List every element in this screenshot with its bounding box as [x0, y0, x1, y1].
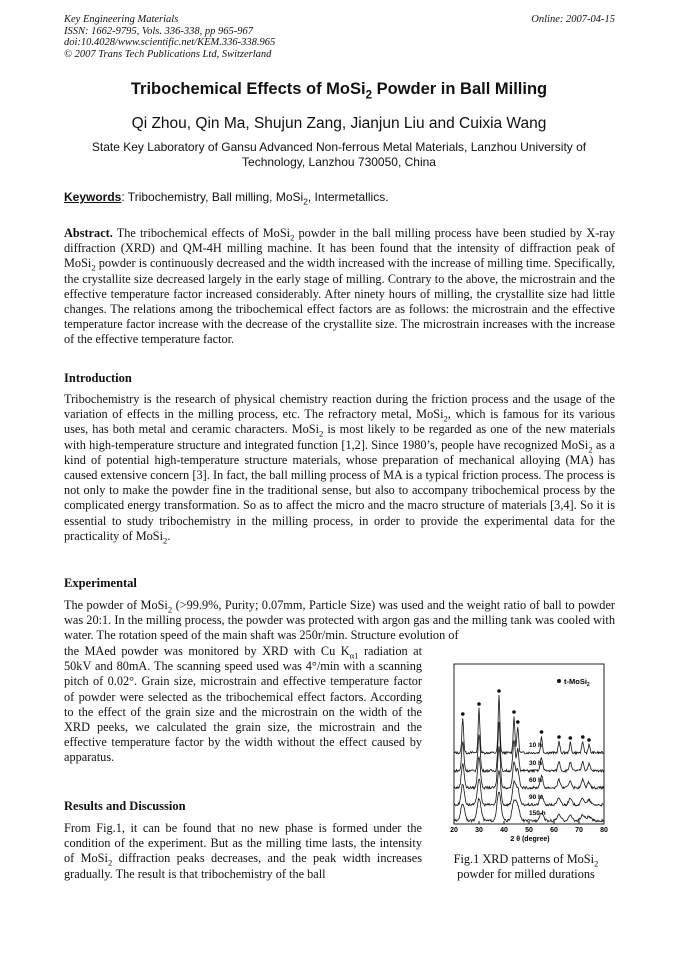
caption-text-2: powder for milled durations: [457, 867, 595, 882]
curve-label: 90 h: [529, 794, 543, 801]
abstract-sub-2: 2: [91, 262, 96, 273]
x-tick-label: 30: [475, 827, 483, 834]
x-tick-label: 40: [500, 827, 508, 834]
legend-label-text: t-MoSi: [564, 677, 587, 686]
x-tick-label: 60: [550, 827, 558, 834]
experimental-paragraph-wide: [64, 598, 615, 644]
legend-label-sub: 2: [586, 682, 590, 688]
intro-sub-4: 2: [163, 535, 168, 546]
keywords: [64, 190, 614, 207]
intro-sub-1: 2: [443, 413, 448, 424]
exp-sub-alpha: α1: [349, 650, 359, 661]
online-date: Online: 2007-04-15: [531, 14, 615, 25]
journal-name: Key Engineering Materials: [64, 14, 179, 25]
exp-text-3: the MAed powder was monitored by XRD with Cu K: [64, 644, 350, 658]
peak-marker: [569, 736, 573, 740]
x-tick-label: 80: [600, 827, 608, 834]
keywords-label: Keywords: [64, 190, 122, 204]
x-tick-label: 70: [575, 827, 583, 834]
peak-marker: [587, 738, 591, 742]
peak-marker: [581, 735, 585, 739]
doi-link[interactable]: doi:10.4028/www.scientific.net/KEM.336-338.965: [64, 37, 276, 48]
abstract-label: Abstract.: [64, 226, 113, 240]
paper-title: [0, 80, 678, 102]
peak-marker: [516, 720, 520, 724]
peak-marker: [557, 735, 561, 739]
curve-label: 150 h: [529, 810, 546, 817]
peak-marker: [497, 689, 501, 693]
curve-label: 10 h: [529, 742, 543, 749]
introduction-heading: Introduction: [64, 371, 132, 385]
exp-text-2: (>99.9%, Purity; 0.07mm, Particle Size) was used and the weight ratio of ball to powder was 20:1. In the milling process, the powder was protected with argon gas and the milling tank was cooled with water. The rotation speed of the main shaft was 250r/min. Structure evolution of: [64, 598, 615, 643]
results-text-1: From Fig.1, it can be found that no new phase is formed under the condition of the experiment. But as the milling time lasts, the intensity of MoSi: [64, 821, 422, 866]
x-axis-label: 2 θ (degree): [510, 836, 550, 843]
abstract-sub-1: 2: [290, 232, 295, 243]
caption-sub: 2: [594, 858, 599, 869]
peak-marker: [461, 712, 465, 716]
peak-marker: [512, 710, 516, 714]
xrd-figure: [438, 660, 614, 843]
intro-text-3: is most likely to be regarded as one of the new materials with high-temperature structure and integrated function [1,2]. Since 1980’s, people have recognized MoSi: [64, 422, 615, 452]
curve-label: 30 h: [529, 760, 543, 767]
affiliation: [80, 140, 598, 170]
issn-line: ISSN: 1662-9795, Vols. 336-338, pp 965-967: [64, 25, 253, 37]
results-sub-1: 2: [107, 857, 113, 868]
legend-label: [564, 677, 590, 688]
exp-text-1: The powder of MoSi: [64, 598, 168, 612]
title-text: Tribochemical Effects of MoSi: [130, 80, 366, 98]
figure-caption: [436, 852, 616, 882]
experimental-paragraph-narrow: [64, 644, 422, 766]
xrd-chart: [438, 660, 614, 843]
results-text-2: diffraction peaks decreases, and the peak width increases gradually. The result is that tribochemistry of the ball: [64, 851, 422, 881]
results-paragraph: [64, 821, 422, 882]
keywords-text-end: , Intermetallics.: [307, 190, 389, 204]
experimental-heading: Experimental: [64, 576, 137, 590]
keywords-subscript: 2: [303, 196, 308, 207]
authors: Qi Zhou, Qin Ma, Shujun Zang, Jianjun Liu and Cuixia Wang: [131, 115, 547, 132]
keywords-text: : Tribochemistry, Ball milling, MoSi: [121, 190, 304, 204]
affiliation-line-2: Technology, Lanzhou 730050, China: [242, 155, 436, 169]
peak-marker: [540, 730, 544, 734]
curve-label: 60 h: [529, 777, 543, 784]
abstract-text-2: powder in the ball milling process have been studied by X-ray diffraction (XRD) and QM-4H milling machine. It has been found that the intensity of diffraction peak of MoSi: [64, 226, 615, 271]
introduction-paragraph: [64, 392, 615, 544]
abstract-text-1: The tribochemical effects of MoSi: [112, 226, 291, 240]
results-heading: Results and Discussion: [64, 799, 186, 813]
exp-sub-1: 2: [167, 604, 173, 615]
legend-marker: [557, 679, 561, 683]
copyright-line: © 2007 Trans Tech Publications Ltd, Switzerland: [64, 48, 272, 60]
x-tick-label: 50: [525, 827, 533, 834]
exp-text-4: radiation at 50kV and 80mA. The scanning speed used was 4°/min with a scanning pitch of 0.02°. Grain size, microstrain and effective temperature factor of powder were selected as the tribochemical effect factors. According to the effect of the grain size and the microstrain on the width of the XRD peeks, we calculated the grain size, the microstrain and the effective temperature factor by the width without the effect caused by apparatus.: [64, 644, 423, 765]
intro-sub-2: 2: [319, 428, 324, 439]
caption-text-1: Fig.1 XRD patterns of MoSi: [453, 852, 595, 866]
affiliation-line-1: State Key Laboratory of Gansu Advanced Non-ferrous Metal Materials, Lanzhou University of: [91, 140, 587, 154]
peak-marker: [477, 702, 481, 706]
journal-header: [64, 14, 275, 60]
intro-text-4: as a kind of potential high-temperature structure materials, whose preparation of mechanical alloying (MA) has caused extensive concern [3]. In fact, the ball milling process of MA is a typical friction process. The process is not only to make the powder fine in the traditional sense, but also to accompany tribochemical process by the complicated energy transformation. So as to affect the micro and the macro structure of materials [3,4]. So it is essential to study tribochemistry in the milling process, in order to provide the experimental data for the practicality of MoSi: [64, 437, 615, 543]
title-subscript: 2: [365, 89, 373, 102]
intro-text-1: Tribochemistry is the research of physical chemistry reaction during the friction process and the usage of the variation of effects in the milling process, etc. The refractory metal, MoSi: [64, 392, 615, 422]
title-text-end: Powder in Ball Milling: [372, 80, 548, 98]
abstract-paragraph: [64, 226, 615, 348]
intro-text-5: .: [167, 528, 171, 543]
x-tick-label: 20: [450, 827, 458, 834]
intro-text-2: , which is famous for its various uses, has both metal and ceramic characters. MoSi: [64, 407, 615, 437]
abstract-text-3: powder is continuously decreased and the width increased with the increase of milling time. Specifically, the crystallite size decreased largely in the early stage of milling. Contrary to the above, the microstrain and the effective temperature factor increased considerably. After ninety hours of milling, the crystallite size had little changes. The relations among the tribochemical effect factors are as follows: the microstrain and the effective temperature factor increase with the decrease of the crystallite size. The microstrain increases with the increase of the effective temperature factor.: [64, 256, 615, 347]
intro-sub-3: 2: [588, 444, 593, 455]
